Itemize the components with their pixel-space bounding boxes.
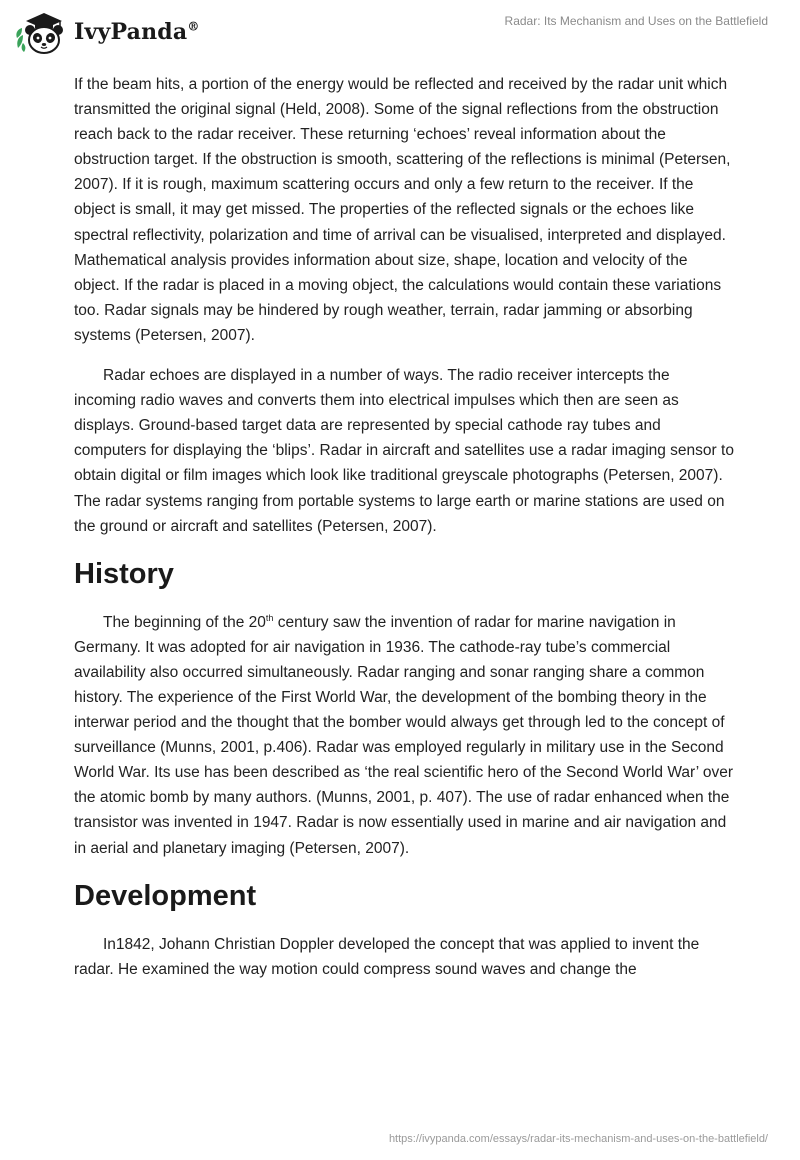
brand-name: IvyPanda® [74,19,200,45]
essay-content [74,72,734,997]
document-title: Radar: Its Mechanism and Uses on the Battlefield [504,14,768,28]
panda-graduate-icon [14,8,68,56]
paragraph: The beginning of the 20th century saw the invention of radar for marine navigation in Germany. It was adopted for air navigation in 1936. The cathode-ray tube’s commercial availability also occurred simultaneously. Radar ranging and sonar ranging share a common history. The experience of the First World War, the development of the bombing theory in the interwar period and the thought that the bomber would always get through led to the concept of surveillance (Munns, 2001, p.406). Radar was employed regularly in military use in the Second World War. Its use has been described as ‘the real scientific hero of the Second World War’ over the atomic bomb by many authors. (Munns, 2001, p. 407). The use of radar enhanced when the transistor was invented in 1947. Radar is now essentially used in marine and air navigation and in aerial and planetary imaging (Petersen, 2007). [74,612,734,857]
ivypanda-logo[interactable] [14,8,200,56]
paragraph: In1842, Johann Christian Doppler developed the concept that was applied to invent the radar. He examined the way motion could compress sound waves and change the [74,935,700,978]
source-url[interactable]: https://ivypanda.com/essays/radar-its-mechanism-and-uses-on-the-battlefield/ [388,1133,768,1145]
page-header [0,0,800,64]
section-heading-development: Development [74,879,257,912]
paragraph: If the beam hits, a portion of the energy would be reflected and received by the radar unit which transmitted the original signal (Held, 2008). Some of the signal reflections from the obstruction reach back to the radar receiver. These returning ‘echoes’ reveal information about the obstruction target. If the obstruction is smooth, scattering of the reflections is minimal (Petersen, 2007). If it is rough, maximum scattering occurs and only a few return to the receiver. If the object is small, it may get missed. The properties of the reflected signals or the echoes like spectral reflectivity, polarization and time of arrival can be visualised, interpreted and displayed. Mathematical analysis provides information about size, shape, location and velocity of the object. If the radar is placed in a moving object, the calculations would contain these variations too. Radar signals may be hindered by rough weather, terrain, radar jamming or absorbing systems (Petersen, 2007). [74,76,731,344]
section-heading-history: History [74,557,174,590]
paragraph: Radar echoes are displayed in a number of ways. The radio receiver intercepts the incoming radio waves and converts them into electrical impulses which then are seen as displays. Ground-based target data are represented by special cathode ray tubes and computers for displaying the ‘blips’. Radar in aircraft and satellites use a radar imaging sensor to obtain digital or film images which look like traditional greyscale photographs (Petersen, 2007). The radar systems ranging from portable systems to large earth or marine stations are used on the ground or aircraft and satellites (Petersen, 2007). [74,367,734,535]
